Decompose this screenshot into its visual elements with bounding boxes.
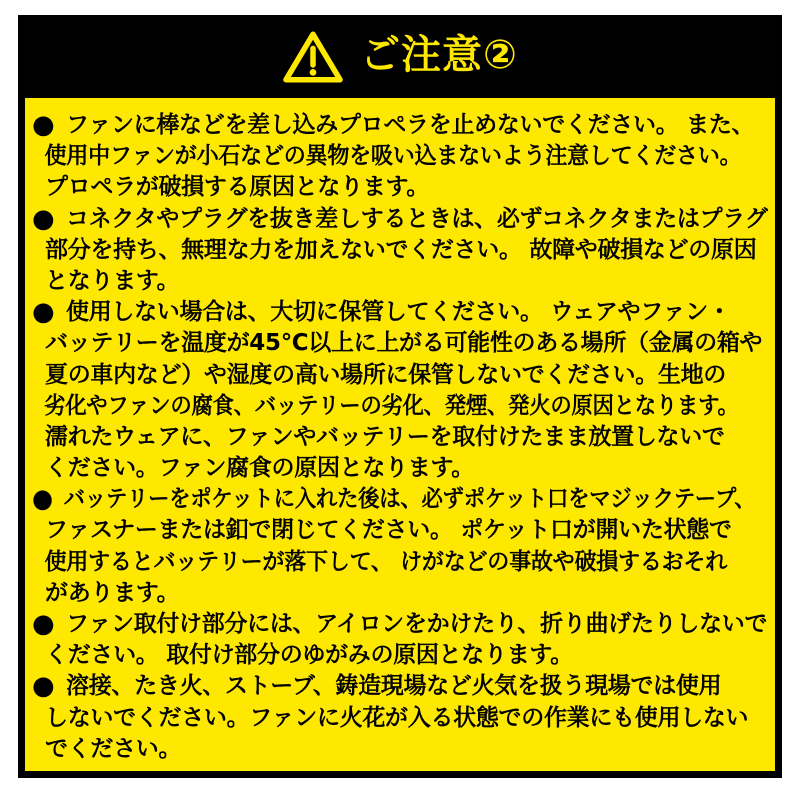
notice-line: ファスナーまたは釦で閉じてください。 ポケット口が開いた状態で	[45, 517, 732, 544]
notice-line: プロペラが破損する原因となります。	[45, 174, 430, 201]
notice-line: でください。	[45, 735, 182, 762]
caution-panel	[18, 15, 782, 778]
notice-line: 使用するとバッテリーが落下して、 けがなどの事故や破損するおそれ	[44, 548, 727, 575]
notice-line: があります。	[45, 579, 180, 606]
bullet-marker: ●	[32, 671, 55, 702]
notice-line	[32, 484, 756, 515]
warning-text-content	[25, 98, 775, 765]
bullet-item-6	[32, 671, 775, 765]
notice-text: バッテリーをポケットに入れた後は、必ずポケット口をマジックテープ、	[63, 486, 756, 513]
notice-line: となります。	[45, 267, 180, 294]
notice-line	[32, 609, 775, 640]
notice-line	[32, 204, 775, 235]
notice-line: 部分を持ち、無理な力を加えないでください。 故障や破損などの原因	[45, 236, 757, 263]
notice-line: 劣化やファンの腐食、バッテリーの劣化、発煙、発火の原因となります。	[44, 392, 739, 419]
notice-line: 夏の車内など）や湿度の高い場所に保管しないでください。生地の	[45, 361, 727, 388]
notice-line: 使用中ファンが小石などの異物を吸い込まないよう注意してください。	[44, 143, 742, 170]
caution-title: ご注意②	[360, 31, 518, 78]
notice-text: ファンに棒などを差し込みプロペラを止めないでください。 また、	[66, 112, 755, 138]
bullet-marker: ●	[32, 297, 55, 328]
notice-line: ください。 取付け部分のゆがみの原因となります。	[45, 642, 573, 669]
notice-text: コネクタやプラグを抜き差しするときは、必ずコネクタまたはプラグ	[66, 205, 768, 232]
bullet-item-3	[32, 297, 775, 484]
notice-line: 濡れたウェアに、ファンやバッテリーを取付けたまま放置しないで	[45, 423, 725, 450]
notice-line: ください。ファン腐食の原因となります。	[45, 455, 475, 482]
notice-text: 使用しない場合は、大切に保管してください。 ウェアやファン・	[66, 299, 731, 326]
warning-body	[25, 98, 775, 771]
notice-line	[32, 297, 775, 328]
bullet-marker: ●	[32, 609, 55, 639]
notice-line: しないでください。ファンに火花が入る状態での作業にも使用しない	[45, 704, 749, 731]
notice-line	[32, 110, 775, 141]
bullet-item-4	[32, 484, 775, 609]
bullet-marker: ●	[32, 484, 54, 515]
notice-text: 溶接、たき火、ストーブ、鋳造現場など火気を扱う現場では使用	[66, 673, 722, 700]
bullet-marker: ●	[32, 203, 55, 234]
notice-text: ファン取付け部分には、アイロンをかけたり、折り曲げたりしないで	[66, 611, 768, 637]
bullet-item-2	[32, 204, 775, 298]
bullet-item-1	[32, 110, 775, 204]
bullet-item-5	[32, 609, 775, 671]
warning-triangle-icon	[282, 30, 344, 84]
notice-line	[32, 671, 775, 702]
caution-header	[18, 15, 782, 98]
bullet-marker: ●	[32, 110, 55, 140]
notice-line: バッテリーを温度が45℃以上に上がる可能性のある場所（金属の箱や	[45, 330, 763, 357]
